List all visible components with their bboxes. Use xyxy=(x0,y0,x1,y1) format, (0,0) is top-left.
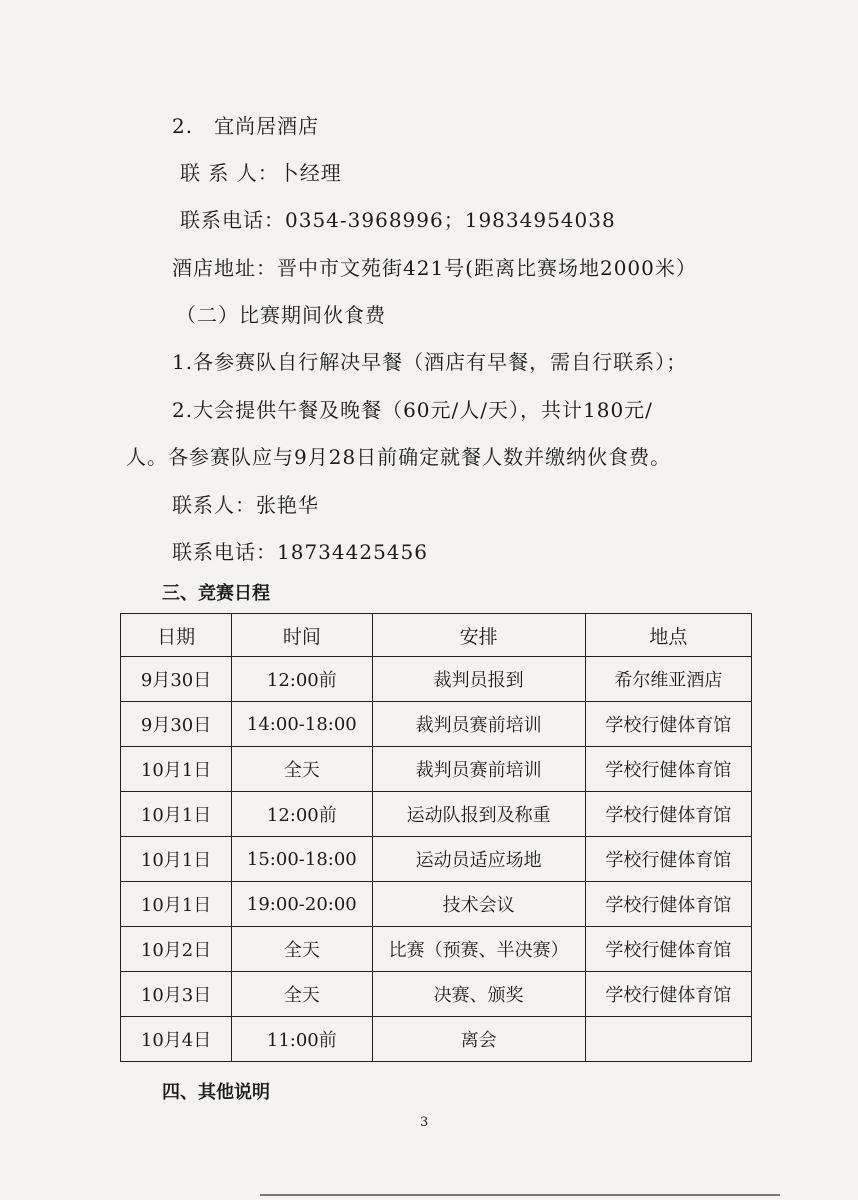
table-row xyxy=(121,1017,752,1062)
cell-time: 15:00-18:00 xyxy=(232,837,372,882)
table-row xyxy=(121,837,752,882)
cell-location xyxy=(585,1017,751,1062)
hotel-contact: 联 系 人：卜经理 xyxy=(180,161,342,185)
cell-arrangement: 技术会议 xyxy=(372,882,585,927)
hotel-phone: 联系电话：0354-3968996；19834954038 xyxy=(180,208,616,232)
cell-time: 11:00前 xyxy=(232,1017,372,1062)
table-row xyxy=(121,927,752,972)
page-number: 3 xyxy=(420,1115,429,1130)
cell-location: 学校行健体育馆 xyxy=(585,837,751,882)
table-row xyxy=(121,882,752,927)
header-date: 日期 xyxy=(121,614,232,657)
cell-date: 9月30日 xyxy=(121,702,232,747)
other-heading: 四、其他说明 xyxy=(162,1082,270,1103)
cell-arrangement: 决赛、颁奖 xyxy=(372,972,585,1017)
table-row xyxy=(121,702,752,747)
table-row xyxy=(121,747,752,792)
meals-item-1: 1.各参赛队自行解决早餐（酒店有早餐，需自行联系）； xyxy=(172,350,688,374)
table-row xyxy=(121,972,752,1017)
cell-location: 学校行健体育馆 xyxy=(585,882,751,927)
scan-edge-line xyxy=(260,1194,780,1196)
cell-date: 10月1日 xyxy=(121,792,232,837)
meals-item-2-line-1: 2.大会提供午餐及晚餐（60元/人/天），共计180元/ xyxy=(172,398,653,422)
cell-time: 全天 xyxy=(232,972,372,1017)
cell-date: 10月1日 xyxy=(121,747,232,792)
cell-arrangement: 裁判员赛前培训 xyxy=(372,747,585,792)
cell-time: 全天 xyxy=(232,927,372,972)
hotel-title: 2. 宜尚居酒店 xyxy=(172,114,320,138)
cell-location: 学校行健体育馆 xyxy=(585,792,751,837)
meals-item-2-line-2: 人。各参赛队应与9月28日前确定就餐人数并缴纳伙食费。 xyxy=(126,445,672,469)
meals-contact: 联系人：张艳华 xyxy=(172,493,319,517)
cell-date: 10月2日 xyxy=(121,927,232,972)
header-time: 时间 xyxy=(232,614,372,657)
schedule-heading: 三、竞赛日程 xyxy=(162,583,270,604)
cell-time: 19:00-20:00 xyxy=(232,882,372,927)
cell-time: 12:00前 xyxy=(232,657,372,702)
cell-time: 12:00前 xyxy=(232,792,372,837)
cell-arrangement: 运动员适应场地 xyxy=(372,837,585,882)
cell-arrangement: 裁判员报到 xyxy=(372,657,585,702)
cell-arrangement: 运动队报到及称重 xyxy=(372,792,585,837)
cell-time: 全天 xyxy=(232,747,372,792)
cell-arrangement: 离会 xyxy=(372,1017,585,1062)
table-row xyxy=(121,657,752,702)
cell-date: 10月1日 xyxy=(121,837,232,882)
cell-location: 学校行健体育馆 xyxy=(585,747,751,792)
cell-date: 10月4日 xyxy=(121,1017,232,1062)
hotel-address: 酒店地址：晋中市文苑街421号(距离比赛场地2000米） xyxy=(172,256,697,280)
cell-arrangement: 比赛（预赛、半决赛） xyxy=(372,927,585,972)
meals-heading: （二）比赛期间伙食费 xyxy=(176,303,386,327)
table-header-row xyxy=(121,614,752,657)
cell-location: 学校行健体育馆 xyxy=(585,972,751,1017)
header-location: 地点 xyxy=(585,614,751,657)
cell-date: 10月3日 xyxy=(121,972,232,1017)
cell-date: 10月1日 xyxy=(121,882,232,927)
cell-location: 学校行健体育馆 xyxy=(585,702,751,747)
cell-date: 9月30日 xyxy=(121,657,232,702)
meals-phone: 联系电话：18734425456 xyxy=(172,540,428,564)
table-row xyxy=(121,792,752,837)
cell-arrangement: 裁判员赛前培训 xyxy=(372,702,585,747)
cell-location: 希尔维亚酒店 xyxy=(585,657,751,702)
cell-location: 学校行健体育馆 xyxy=(585,927,751,972)
header-arrangement: 安排 xyxy=(372,614,585,657)
schedule-table xyxy=(120,613,752,1062)
cell-time: 14:00-18:00 xyxy=(232,702,372,747)
